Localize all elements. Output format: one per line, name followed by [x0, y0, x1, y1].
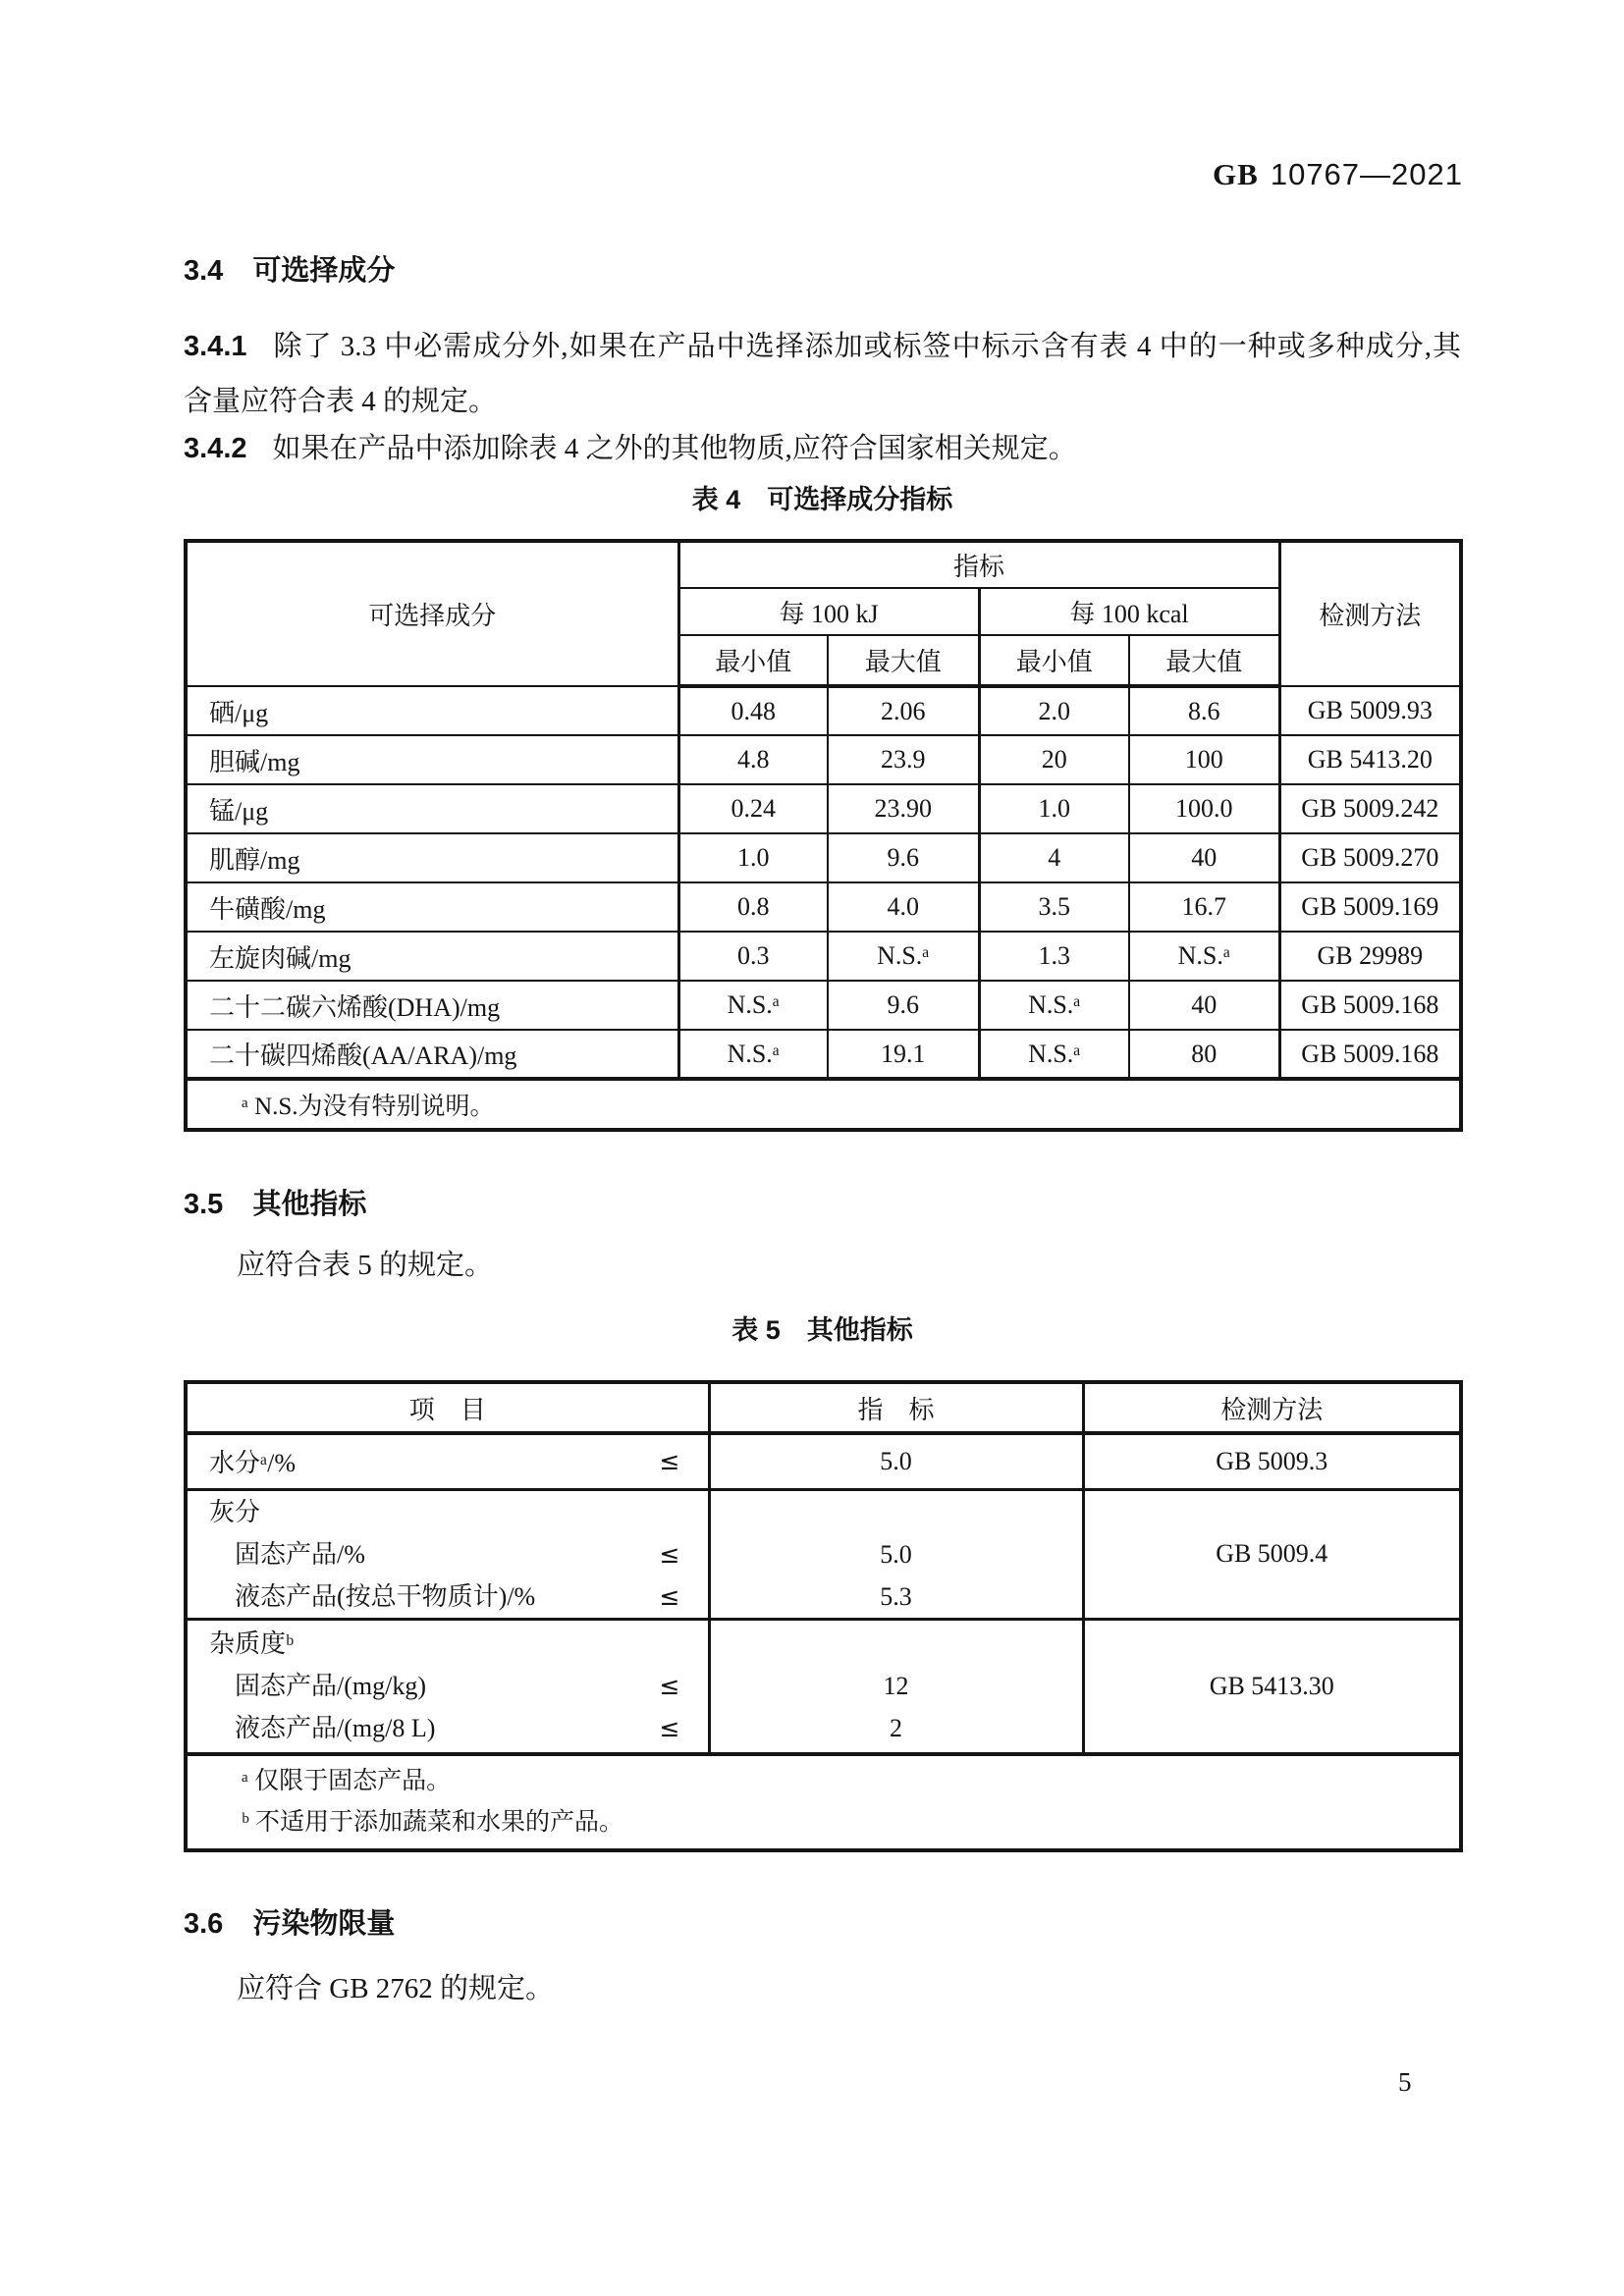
- table-5-caption: 表 5 其他指标: [731, 1315, 913, 1345]
- cell-item: [186, 1433, 709, 1489]
- clause-3-4-2: [184, 421, 1461, 476]
- cell-kj-min: 4.8: [678, 735, 828, 784]
- cell-method: GB 5413.30: [1083, 1619, 1461, 1754]
- cell-kcal-min: 1.3: [979, 932, 1129, 981]
- cell-kj-max: 2.06: [828, 686, 979, 735]
- cell-kj-max: 9.6: [828, 833, 979, 882]
- cell-kj-min: 1.0: [678, 833, 828, 882]
- indicator-value: 2: [890, 1714, 902, 1743]
- cell-kj-min: 0.48: [678, 686, 828, 735]
- group-subitem: [188, 1707, 708, 1749]
- item-label: 固态产品/%: [235, 1539, 365, 1569]
- table-4-footnote: ᵃ N.S.为没有特别说明。: [186, 1079, 1461, 1130]
- cell-kj-max: 4.0: [828, 882, 979, 932]
- cell-kj-min: N.S.ᵃ: [678, 981, 828, 1030]
- th-component: 可选择成分: [186, 541, 678, 686]
- th-max-kj: 最大值: [828, 635, 979, 686]
- le-symbol: ≤: [659, 1672, 680, 1701]
- th-min-kj: 最小值: [678, 635, 828, 686]
- standard-code-prefix: GB: [1213, 157, 1259, 191]
- clause-line-1: [184, 319, 1461, 374]
- cell-method: GB 29989: [1279, 932, 1461, 981]
- cell-kcal-min: 20: [979, 735, 1129, 784]
- cell-kcal-max: 100: [1129, 735, 1279, 784]
- section-heading-3-6: [184, 1901, 395, 1942]
- item-label: 水分ᵃ/%: [209, 1449, 296, 1478]
- cell-kj-min: 0.3: [678, 932, 828, 981]
- page-number: 5: [1398, 2067, 1412, 2097]
- th-indicator: 指 标: [709, 1382, 1083, 1433]
- group-subitem: [188, 1533, 708, 1575]
- cell-kj-min: 0.24: [678, 784, 828, 833]
- cell-method: GB 5009.168: [1279, 981, 1461, 1030]
- section-title: 其他指标: [252, 1189, 367, 1220]
- cell-kcal-max: 40: [1129, 833, 1279, 882]
- table-row-group-ash: [186, 1489, 1461, 1619]
- section-title: 可选择成分: [252, 255, 396, 287]
- clause-text: 如果在产品中添加除表 4 之外的其他物质,应符合国家相关规定。: [272, 433, 1077, 464]
- cell-method: GB 5009.93: [1279, 686, 1461, 735]
- cell-component: 肌醇/mg: [186, 833, 678, 882]
- table-row: [186, 735, 1461, 784]
- section-heading-3-4: [184, 248, 395, 289]
- table-row: [186, 784, 1461, 833]
- th-per-100kj: 每 100 kJ: [678, 588, 979, 635]
- th-method: 检测方法: [1279, 541, 1461, 686]
- cell-kj-min: 0.8: [678, 882, 828, 932]
- th-indicator-group: 指标: [678, 541, 1279, 588]
- cell-kcal-max: 8.6: [1129, 686, 1279, 735]
- table-row: [186, 882, 1461, 932]
- item-label: 固态产品/(mg/kg): [235, 1672, 426, 1701]
- cell-indicator-group: [709, 1619, 1083, 1754]
- cell-kj-max: 19.1: [828, 1030, 979, 1079]
- indicator-value: 12: [883, 1672, 909, 1701]
- cell-kj-min: N.S.ᵃ: [678, 1030, 828, 1079]
- cell-kcal-min: 2.0: [979, 686, 1129, 735]
- cell-method: GB 5009.270: [1279, 833, 1461, 882]
- item-label: 液态产品(按总干物质计)/%: [235, 1581, 536, 1611]
- section-number: 3.5: [184, 1189, 224, 1220]
- le-symbol: ≤: [659, 1447, 680, 1476]
- section-heading-3-5: [184, 1182, 366, 1222]
- indicator-value: 5.0: [880, 1539, 912, 1569]
- cell-method: GB 5009.169: [1279, 882, 1461, 932]
- table-row: [186, 1030, 1461, 1079]
- table-row: [186, 686, 1461, 735]
- table-5-footnote-a: ᵃ 仅限于固态产品。: [242, 1768, 452, 1794]
- cell-kcal-min: 4: [979, 833, 1129, 882]
- cell-indicator-group: [709, 1489, 1083, 1619]
- cell-kj-max: 9.6: [828, 981, 979, 1030]
- clause-line-2: 含量应符合表 4 的规定。: [184, 386, 498, 417]
- table-4: [184, 539, 1463, 1132]
- section-title: 污染物限量: [252, 1908, 396, 1940]
- group-label: 杂质度ᵇ: [209, 1629, 295, 1659]
- section-number: 3.6: [184, 1908, 224, 1940]
- le-symbol: ≤: [659, 1714, 680, 1743]
- clause-text: 除了 3.3 中必需成分外,如果在产品中选择添加或标签中标示含有表 4 中的一种或多种成分,其: [272, 331, 1461, 362]
- cell-method: GB 5009.3: [1083, 1433, 1461, 1489]
- section-number: 3.4: [184, 255, 224, 287]
- le-symbol: ≤: [659, 1581, 680, 1611]
- cell-kcal-max: 100.0: [1129, 784, 1279, 833]
- le-symbol: ≤: [659, 1539, 680, 1569]
- table-row: [186, 932, 1461, 981]
- table-row: [186, 833, 1461, 882]
- cell-method: GB 5009.168: [1279, 1030, 1461, 1079]
- standard-code: [1213, 157, 1463, 192]
- cell-component: 硒/μg: [186, 686, 678, 735]
- cell-method: GB 5009.242: [1279, 784, 1461, 833]
- th-item: 项 目: [186, 1382, 709, 1433]
- cell-kcal-max: 16.7: [1129, 882, 1279, 932]
- table-5-footnote-b: ᵇ 不适用于添加蔬菜和水果的产品。: [242, 1809, 623, 1836]
- group-subitem: [188, 1575, 708, 1618]
- group-subitem: [188, 1665, 708, 1707]
- section-3-5-body: 应符合表 5 的规定。: [237, 1250, 494, 1281]
- cell-component: 牛磺酸/mg: [186, 882, 678, 932]
- indicator-blank: [711, 1623, 1082, 1665]
- indicator-blank: [711, 1491, 1082, 1533]
- th-max-kcal: 最大值: [1129, 635, 1279, 686]
- item-label: 液态产品/(mg/8 L): [235, 1714, 436, 1743]
- cell-kcal-max: 80: [1129, 1030, 1279, 1079]
- table-row-group-impurity: [186, 1619, 1461, 1754]
- section-3-6-body: 应符合 GB 2762 的规定。: [237, 1973, 555, 2004]
- cell-kcal-min: N.S.ᵃ: [979, 981, 1129, 1030]
- table-5: [184, 1380, 1463, 1852]
- cell-kcal-min: N.S.ᵃ: [979, 1030, 1129, 1079]
- cell-item-group: [186, 1619, 709, 1754]
- table-row: [186, 981, 1461, 1030]
- th-min-kcal: 最小值: [979, 635, 1129, 686]
- cell-kcal-min: 1.0: [979, 784, 1129, 833]
- cell-method: GB 5009.4: [1083, 1489, 1461, 1619]
- cell-indicator: 5.0: [709, 1433, 1083, 1489]
- cell-component: 左旋肉碱/mg: [186, 932, 678, 981]
- cell-kcal-max: 40: [1129, 981, 1279, 1030]
- clause-number: 3.4.2: [184, 433, 247, 464]
- table-row: [186, 1433, 1461, 1489]
- cell-component: 锰/μg: [186, 784, 678, 833]
- th-per-100kcal: 每 100 kcal: [979, 588, 1279, 635]
- th-method: 检测方法: [1083, 1382, 1461, 1433]
- table-5-footnotes: [186, 1754, 1461, 1850]
- cell-component: 二十碳四烯酸(AA/ARA)/mg: [186, 1030, 678, 1079]
- clause-3-4-1: [184, 319, 1461, 429]
- cell-component: 胆碱/mg: [186, 735, 678, 784]
- cell-method: GB 5413.20: [1279, 735, 1461, 784]
- cell-item-group: [186, 1489, 709, 1619]
- cell-component: 二十二碳六烯酸(DHA)/mg: [186, 981, 678, 1030]
- table-4-caption: 表 4 可选择成分指标: [691, 485, 953, 514]
- cell-kcal-max: N.S.ᵃ: [1129, 932, 1279, 981]
- cell-kj-max: 23.90: [828, 784, 979, 833]
- cell-kj-max: N.S.ᵃ: [828, 932, 979, 981]
- standard-code-number: 10767—2021: [1270, 157, 1463, 191]
- cell-kcal-min: 3.5: [979, 882, 1129, 932]
- group-label: 灰分: [209, 1497, 261, 1526]
- clause-number: 3.4.1: [184, 331, 247, 362]
- indicator-value: 5.3: [880, 1581, 912, 1611]
- cell-kj-max: 23.9: [828, 735, 979, 784]
